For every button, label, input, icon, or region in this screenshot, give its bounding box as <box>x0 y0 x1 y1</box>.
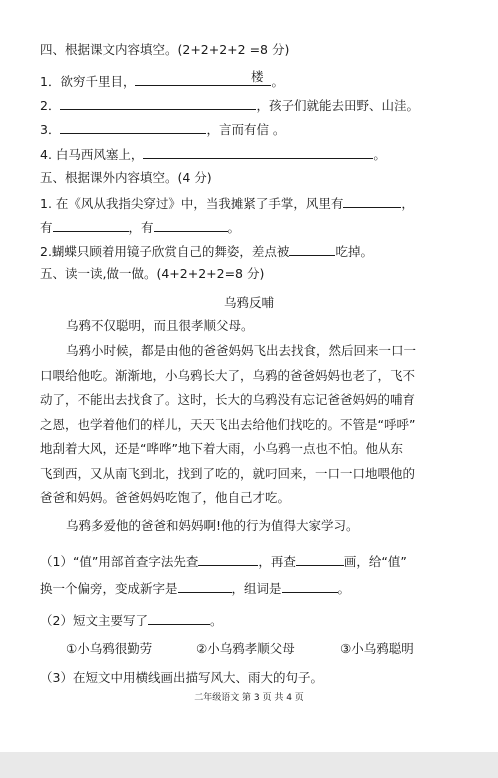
story-para2 <box>40 339 460 511</box>
section4-q1: 1．欲穷千里目， 楼 。 <box>40 69 284 89</box>
section5a-title: 五、根据课外内容填空。(4 分) <box>40 170 212 185</box>
section5a-q1-line1: 1. 在《风从我指尖穿过》中，当我摊紧了手掌，风里有 ， <box>40 196 414 211</box>
section4-q2: 2． ，孩子们就能去田野、山洼。 <box>40 98 419 113</box>
reading-q2-option-3[interactable]: ③小乌鸦聪明 <box>340 641 414 656</box>
answer-blank[interactable] <box>343 195 401 208</box>
answer-blank[interactable] <box>178 580 232 593</box>
answer-blank[interactable] <box>148 612 210 625</box>
reading-q3: （3）在短文中用横线画出描写风大、雨大的句子。 <box>40 670 323 685</box>
story-line: 地刮着大风，还是“哗哗”地下着大雨，小乌鸦一点也不怕。他从东 <box>40 441 403 456</box>
answer-blank[interactable] <box>198 553 258 566</box>
answer-blank[interactable] <box>154 219 228 232</box>
story-line: 口喂给他吃。渐渐地，小乌鸦长大了，乌鸦的爸爸妈妈也老了，飞不 <box>40 367 416 383</box>
reading-q1-line2: 换一个偏旁，变成新字是 ，组词是 。 <box>40 581 351 596</box>
answer-blank[interactable] <box>289 243 335 256</box>
section4-q4: 4. 白马西风塞上， 。 <box>40 147 386 162</box>
story-title: 乌鸦反哺 <box>223 295 274 310</box>
page-footer: 二年级语文 第 3 页 共 4 页 <box>194 693 304 703</box>
story-line: 之恩，也学着他们的样儿，天天飞出去给他们找吃的。不管是“呼呼” <box>40 416 416 432</box>
reading-q2: （2）短文主要写了 。 <box>40 613 223 628</box>
reading-q2-option-1[interactable]: ①小乌鸦很勤劳 <box>66 641 153 656</box>
story-para1: 乌鸦不仅聪明，而且很孝顺父母。 <box>66 318 254 333</box>
section5a-q1-line2: 有 ，有 。 <box>40 220 241 235</box>
answer-blank[interactable]: 楼 <box>135 73 271 86</box>
answer-blank[interactable] <box>282 580 338 593</box>
story-line: 乌鸦小时候，都是由他的爸爸妈妈飞出去找食，然后回来一口一 <box>66 343 417 358</box>
answer-blank[interactable] <box>60 97 256 110</box>
section4-q3: 3． ，言而有信 。 <box>40 122 286 137</box>
viewer-background <box>0 752 498 778</box>
answer-blank[interactable] <box>60 121 206 134</box>
story-line: 飞到西，又从南飞到北，找到了吃的，就叼回来，一口一口地喂他的 <box>40 465 416 481</box>
answer-blank[interactable] <box>143 146 373 159</box>
story-line: 动了，不能出去找食了。这时，长大的乌鸦没有忘记爸爸妈妈的哺育 <box>40 392 416 407</box>
answer-blank[interactable] <box>296 553 344 566</box>
section5b-title: 五、读一读,做一做。(4+2+2+2=8 分) <box>40 266 265 281</box>
reading-q2-option-2[interactable]: ②小乌鸦孝顺父母 <box>196 641 295 656</box>
section4-title: 四、根据课文内容填空。(2+2+2+2 =8 分) <box>40 42 290 57</box>
section5a-q2: 2.蝴蝶只顾着用镜子欣赏自己的舞姿，差点被 吃掉。 <box>40 244 373 259</box>
reading-q1-line1: （1）“值”用部首查字法先查 ，再查 画，给“值” <box>40 554 407 569</box>
story-line: 爸爸和妈妈。爸爸妈妈吃饱了，他自己才吃。 <box>40 490 291 505</box>
story-para3: 乌鸦多爱他的爸爸和妈妈啊!他的行为值得大家学习。 <box>66 518 359 533</box>
answer-blank[interactable] <box>53 219 129 232</box>
